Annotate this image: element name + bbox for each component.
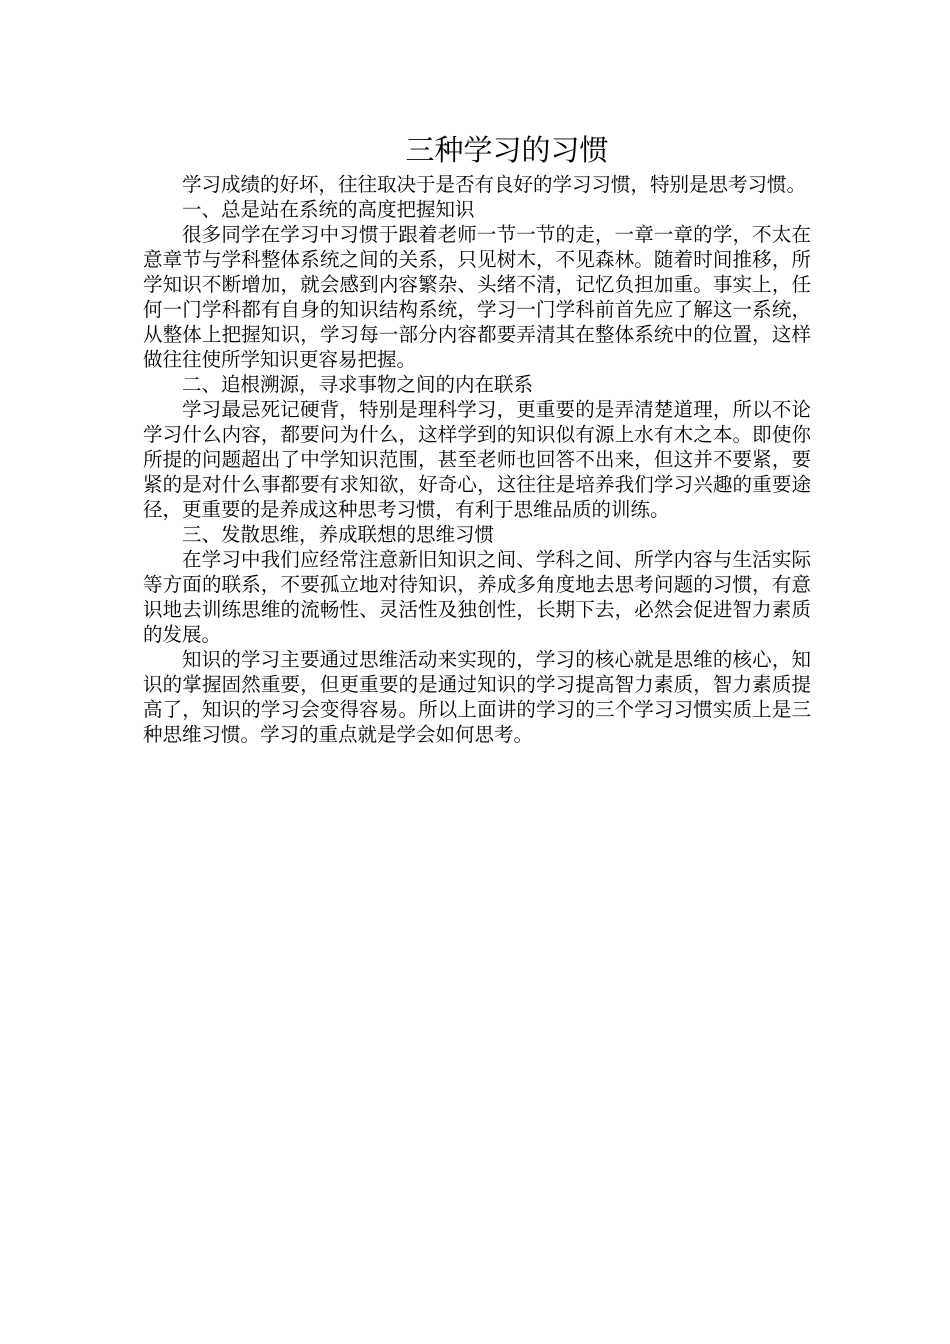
document-page xyxy=(143,130,811,747)
section-2-heading: 二、追根溯源，寻求事物之间的内在联系 xyxy=(182,373,534,396)
document-title: 三种学习的习惯 xyxy=(405,133,609,167)
section-3-body: 在学习中我们应经常注意新旧知识之间、学科之间、所学内容与生活实际等方面的联系，不要孤立地对待知识，养成多角度地去思考问题的习惯，有意识地去训练思维的流畅性、灵活性及独创性，长期下去，必然会促进智力素质的发展。 xyxy=(143,548,811,646)
section-3-heading: 三、发散思维，养成联想的思维习惯 xyxy=(182,523,495,546)
section-1-heading: 一、总是站在系统的高度把握知识 xyxy=(182,198,475,221)
section-1-body: 很多同学在学习中习惯于跟着老师一节一节的走，一章一章的学，不太在意章节与学科整体系统之间的关系，只见树木，不见森林。随着时间推移，所学知识不断增加，就会感到内容繁杂、头绪不清，记忆负担加重。事实上，任何一门学科都有自身的知识结构系统，学习一门学科前首先应了解这一系统，从整体上把握知识，学习每一部分内容都要弄清其在整体系统中的位置，这样做往往使所学知识更容易把握。 xyxy=(143,223,811,371)
intro-paragraph: 学习成绩的好坏，往往取决于是否有良好的学习习惯，特别是思考习惯。 xyxy=(182,173,807,196)
conclusion-paragraph: 知识的学习主要通过思维活动来实现的，学习的核心就是思维的核心，知识的掌握固然重要，但更重要的是通过知识的学习提高智力素质，智力素质提高了，知识的学习会变得容易。所以上面讲的学习的三个学习习惯实质上是三种思维习惯。学习的重点就是学会如何思考。 xyxy=(143,648,811,746)
section-2-body: 学习最忌死记硬背，特别是理科学习，更重要的是弄清楚道理，所以不论学习什么内容，都要问为什么，这样学到的知识似有源上水有木之本。即使你所提的问题超出了中学知识范围，甚至老师也回答不出来，但这并不要紧，要紧的是对什么事都要有求知欲，好奇心，这往往是培养我们学习兴趣的重要途径，更重要的是养成这种思考习惯，有利于思维品质的训练。 xyxy=(143,398,811,521)
